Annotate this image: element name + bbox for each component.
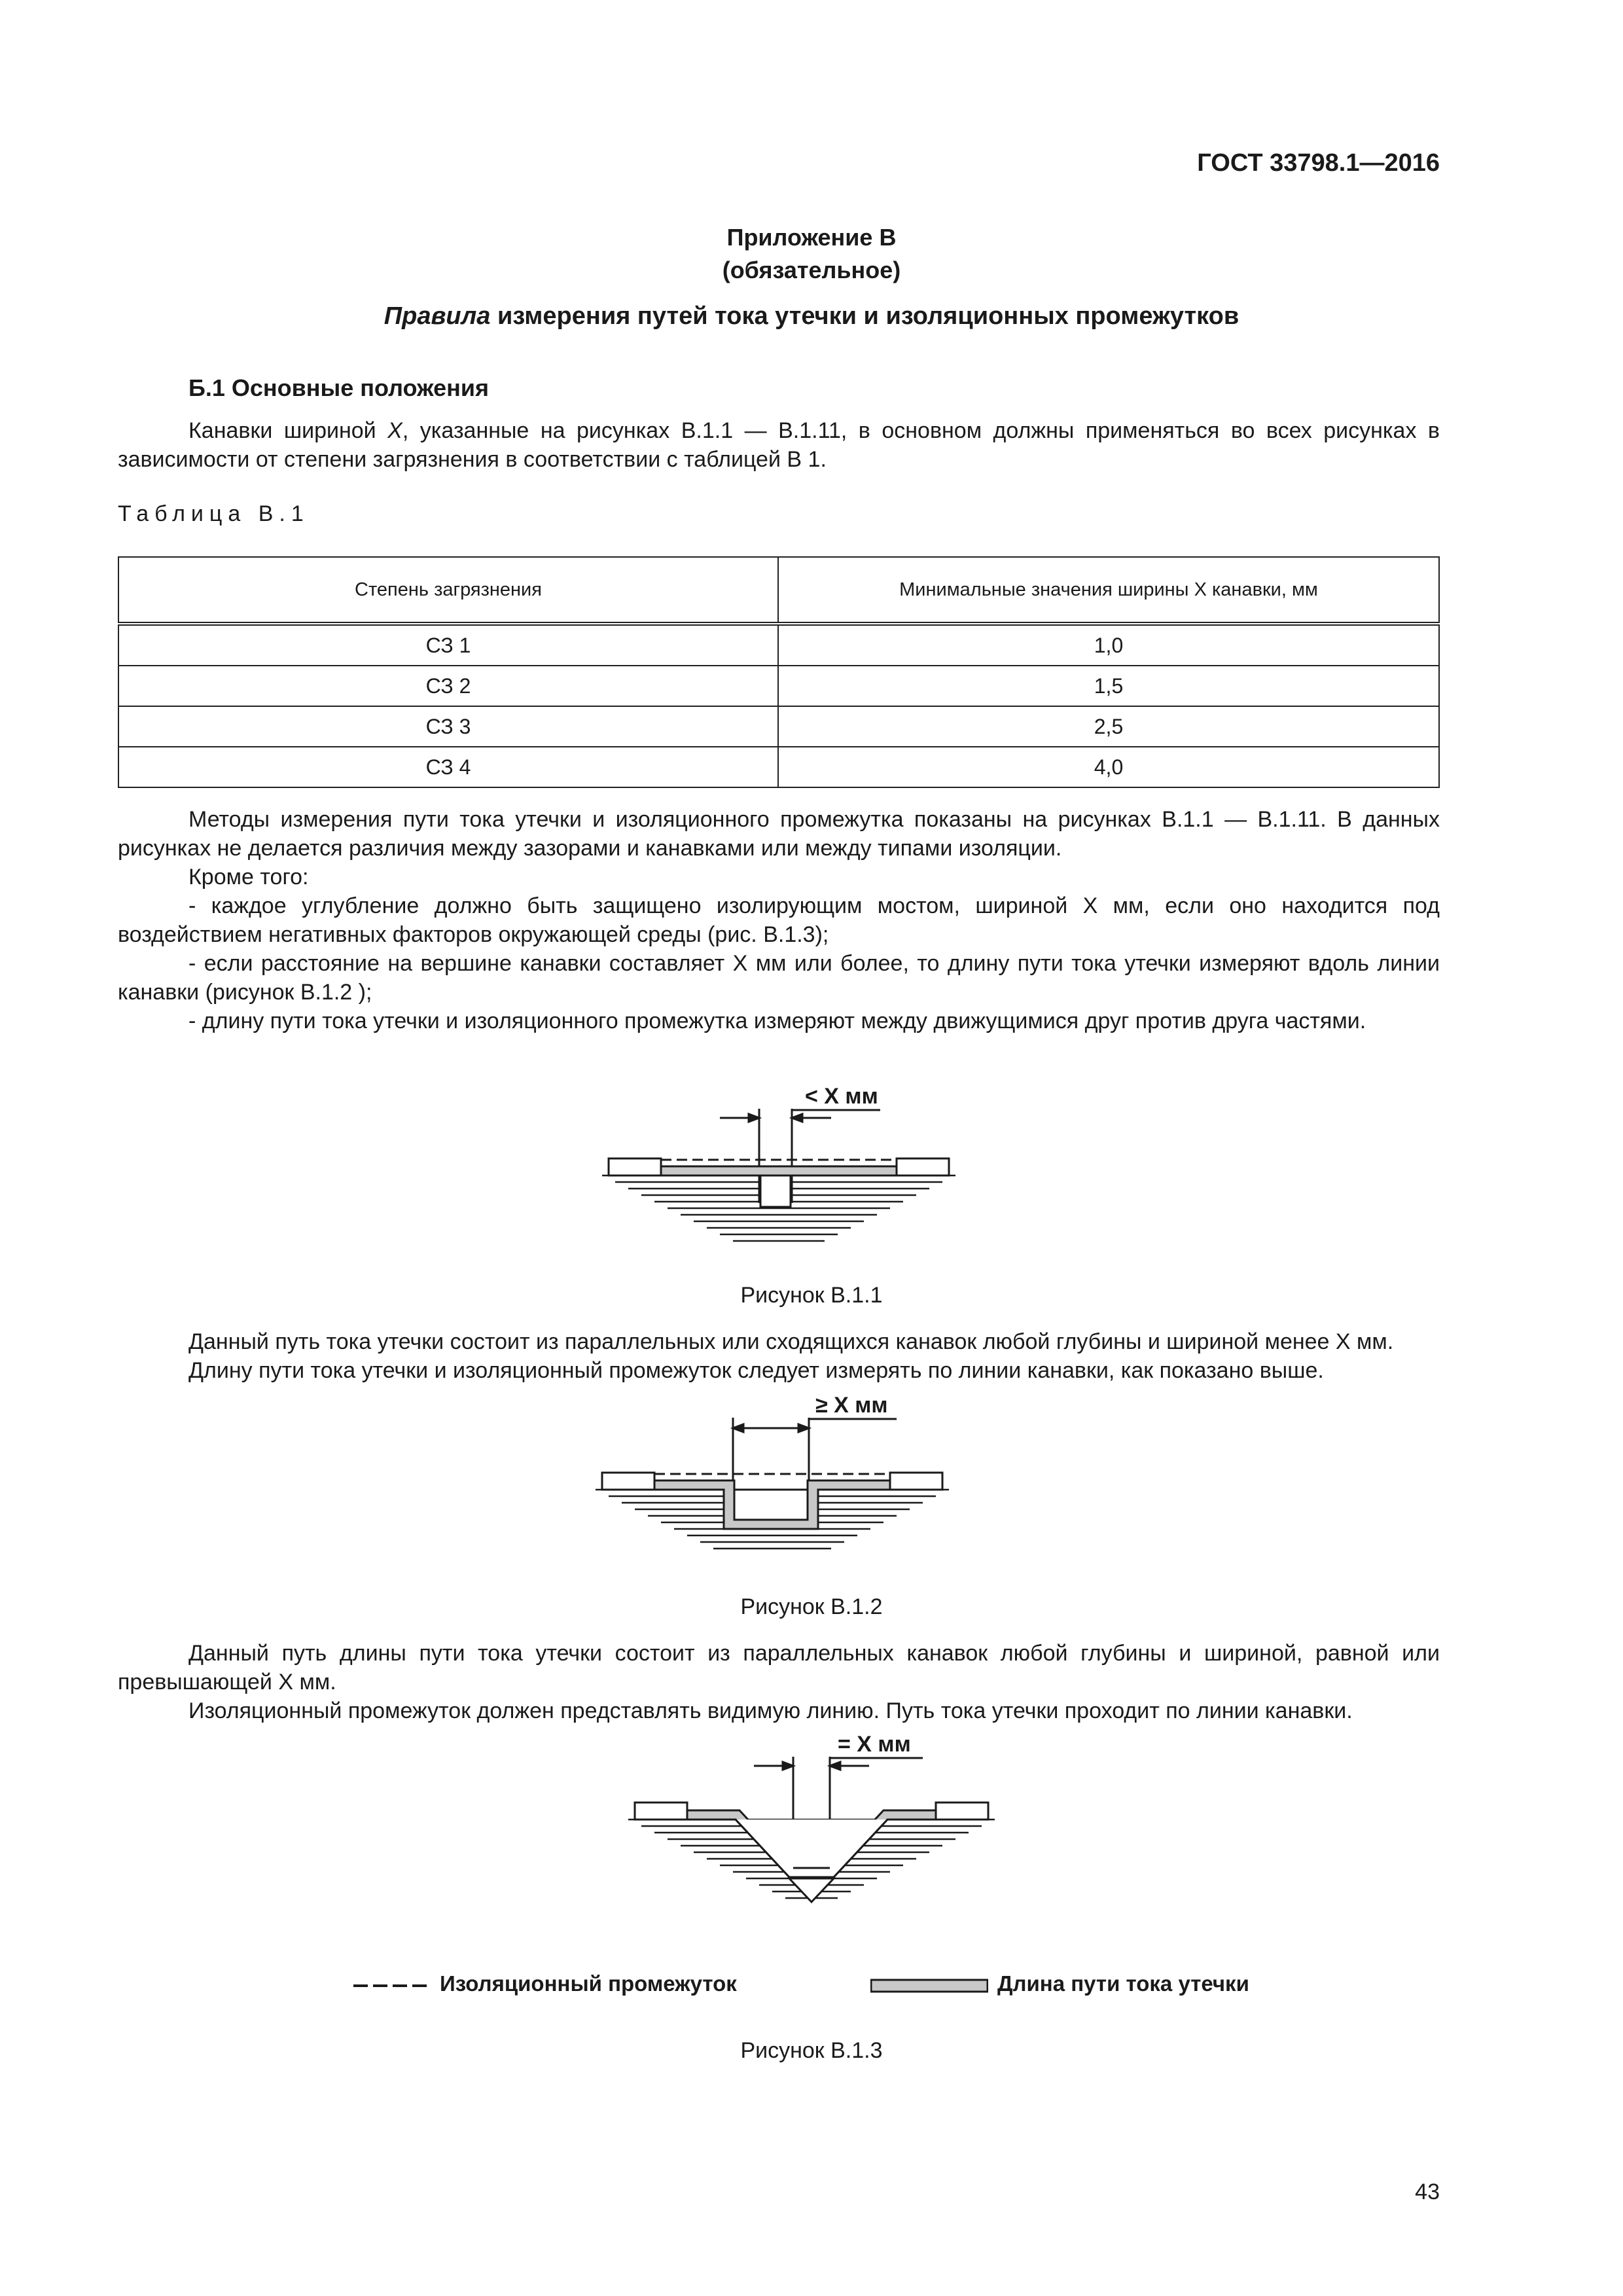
figure-b13-diagram — [615, 1734, 1008, 1931]
appendix-title: Приложение В — [726, 224, 897, 251]
table-row — [118, 747, 1439, 787]
bullet-2: - если расстояние на вершине канавки составляет X мм или более, то длину пути тока утечки измеряют вдоль линии канавки (рисунок В.1.2 ); — [118, 951, 1440, 1005]
table-row — [118, 706, 1439, 747]
table-cell: СЗ 1 — [118, 624, 778, 666]
heading-rest: измерения путей тока утечки и изоляционных промежутков — [490, 302, 1240, 330]
figure-b12-text-1: Данный путь длины пути тока утечки состоит из параллельных канавок любой глубины и шириной, равной или превышающей X мм. — [118, 1641, 1440, 1695]
appendix-heading — [0, 302, 1623, 331]
intro-paragraph — [118, 416, 1440, 474]
figure-b11-text-2: Длину пути тока утечки и изоляционный промежуток следует измерять по линии канавки, как показано выше. — [188, 1358, 1324, 1383]
table-label: Таблица В.1 — [118, 501, 310, 526]
besides-paragraph: Кроме того: — [188, 865, 309, 889]
figure-b12-diagram — [589, 1394, 995, 1571]
intro-x: X — [387, 418, 402, 443]
figure-b12-text-2: Изоляционный промежуток должен представлять видимую линию. Путь тока утечки проходит по линии канавки. — [188, 1698, 1353, 1723]
dim-label-ge-x: ≥ X мм — [815, 1394, 888, 1418]
intro-text-a: Канавки шириной — [188, 418, 388, 443]
document-code: ГОСТ 33798.1—2016 — [1197, 149, 1440, 177]
bullet-1: - каждое углубление должно быть защищено изолирующим мостом, шириной X мм, если оно находится под воздействием негативных факторов окружающей среды (рис. В.1.3); — [118, 893, 1440, 947]
table-cell: 1,0 — [778, 624, 1439, 666]
figure-b11-diagram — [589, 1086, 995, 1257]
methods-paragraph: Методы измерения пути тока утечки и изоляционного промежутка показаны на рисунках В.1.1 — В.1.11. В данных рисунках не делается различия между зазорами и канавками или между типами изоляции. — [118, 807, 1440, 861]
heading-italic-word: Правила — [383, 302, 491, 330]
bullet-3: - длину пути тока утечки и изоляционного промежутка измеряют между движущимися друг против друга частями. — [188, 1009, 1366, 1033]
pollution-degree-table — [118, 556, 1440, 788]
appendix-subtitle: (обязательное) — [722, 257, 901, 283]
figure-legend — [353, 1970, 1322, 2003]
table-header-row — [118, 557, 1439, 624]
dim-label-lt-x: < X мм — [805, 1086, 878, 1109]
figure-b13-caption: Рисунок В.1.3 — [740, 2038, 883, 2063]
table-cell: СЗ 2 — [118, 666, 778, 706]
figure-b11-caption: Рисунок В.1.1 — [740, 1283, 883, 1308]
intro-text-b: , указанные на рисунках В.1.1 — В.1.11, в основном должны применяться во всех рисунках в зависимости от степени загрязнения в соответствии с таблицей В 1. — [118, 418, 1440, 472]
legend-clearance-label: Изоляционный промежуток — [440, 1971, 737, 1996]
table-row — [118, 624, 1439, 666]
figure-b11-text-1: Данный путь тока утечки состоит из параллельных или сходящихся канавок любой глубины и шириной менее X мм. — [188, 1329, 1394, 1354]
table-cell: СЗ 3 — [118, 706, 778, 747]
page-number: 43 — [1415, 2179, 1440, 2204]
dashed-line-legend-icon — [353, 1979, 432, 1992]
table-cell: 2,5 — [778, 706, 1439, 747]
dim-label-eq-x: = X мм — [838, 1734, 911, 1757]
table-header-cell: Степень загрязнения — [118, 557, 778, 624]
table-row — [118, 666, 1439, 706]
legend-creepage-label: Длина пути тока утечки — [997, 1971, 1249, 1996]
section-title: Б.1 Основные положения — [188, 374, 489, 401]
creepage-path-legend-icon — [870, 1978, 988, 1994]
table-header-cell: Минимальные значения ширины X канавки, мм — [778, 557, 1439, 624]
table-cell: 4,0 — [778, 747, 1439, 787]
table-cell: 1,5 — [778, 666, 1439, 706]
figure-b12-caption: Рисунок В.1.2 — [740, 1594, 883, 1619]
table-cell: СЗ 4 — [118, 747, 778, 787]
